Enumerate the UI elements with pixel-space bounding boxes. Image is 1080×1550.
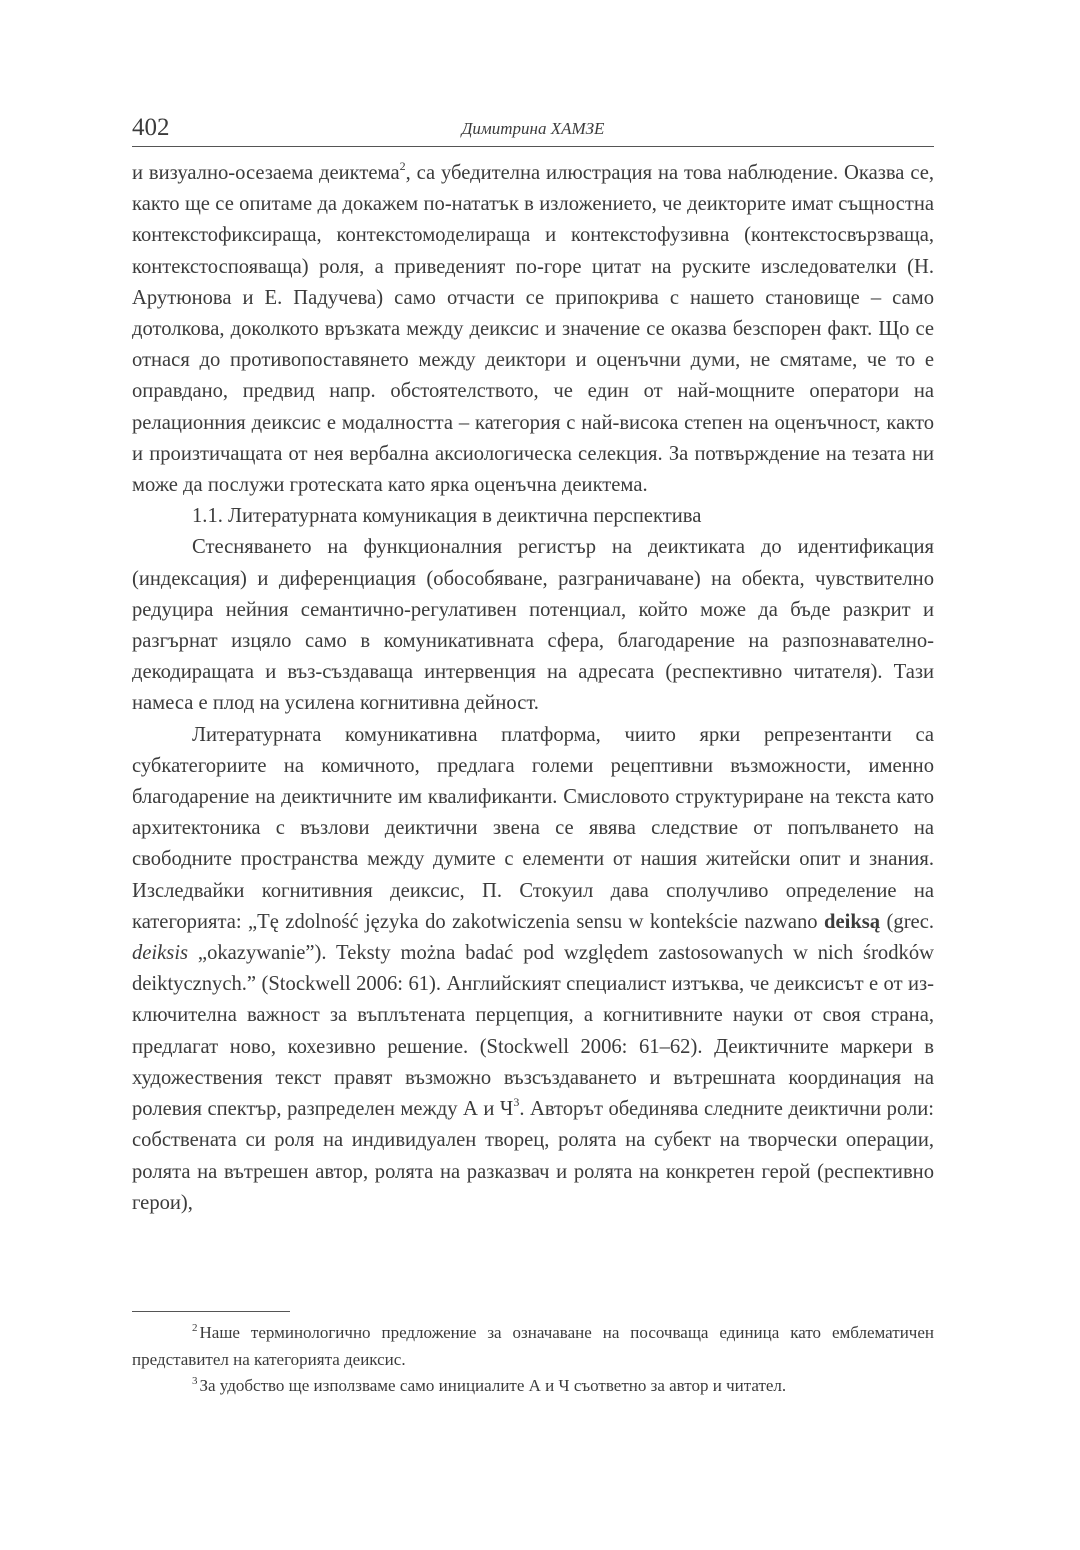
- bold-term: deiksą: [824, 910, 881, 933]
- paragraph-3-text-b: (grec.: [880, 910, 934, 933]
- footnote-2: [132, 1320, 934, 1373]
- paragraph-3-text-d: . Авторът обединява следните деиктични роли: собствената си роля на индивидуален творец, ролята на субект на творчески операции, ролята на вътрешен автор, ролята на разказвач и ролята на конкретен герой (респективно герои),: [132, 1098, 935, 1214]
- footnote-3-text: За удобство ще използваме само инициалите А и Ч съответно за автор и читател.: [199, 1376, 787, 1395]
- section-heading: 1.1. Литературната комуникация в деиктична перспектива: [192, 505, 702, 528]
- running-title: Димитрина ХАМЗЕ: [461, 119, 605, 138]
- footnote-ref-2: 2: [399, 159, 406, 173]
- main-text: [132, 158, 934, 1219]
- page-number: 402: [132, 114, 170, 141]
- paragraph-3-text-a: Литературната комуникативна платформа, чиито ярки репрезентанти са субкатегориите на комичното, предлага големи рецептивни възможности, именно благодарение на деиктичните им квалификанти. Смисловото структуриране на текста като архитектоника с възлови деиктични звена се явява следствие от попълването на свободните пространства между думите с елементи от нашия житейски опит и знания. Изследвайки когнитивния деиксис, П. Стокуил дава сполучливо определение на категорията: „Tę zdolność języka do zakotwiczenia sensu w kontekście nazwano: [132, 723, 934, 933]
- footnote-ref-3: 3: [513, 1095, 520, 1110]
- footnotes: [132, 1320, 934, 1400]
- footnote-divider: [132, 1311, 290, 1312]
- paragraph-1-text-a: и визуално-осезаема деиктема: [132, 162, 400, 184]
- italic-term: deiksis: [132, 942, 189, 965]
- footnote-2-number: 2: [192, 1322, 198, 1334]
- footnote-3: [132, 1373, 934, 1400]
- footnote-2-text: Наше терминологично предложение за означаване на посочваща единица като емблематичен представител на категорията деиксис.: [132, 1323, 934, 1369]
- paragraph-3-text-c: „okazywanie”). Teksty można badać pod względem zastosowanych w nich środków deiktycznych.” (Stockwell 2006: 61). Английският специалист изтъква, че деиксисът е от изключителна важност за въплътената перцепция, а когнитивните науки от своя страна, предлагат ново, кохезивно решение. (Stockwell 2006: 61–62). Деиктичните маркери в художествения текст правят възможно възсъздаването и вътрешната координация на ролевия спектър, разпределен между А и Ч: [132, 942, 934, 1121]
- paragraph-1-text-b: , са убедителна илюстрация на това наблюдение. Оказва се, както ще се опитаме да докажем по-нататък в изложението, че деикторите имат същностна контекстофиксираща, контекстомоделираща и контекстофузивна (контекстосвързваща, контекстоспояваща) роля, а приведеният по-горе цитат на руските изследователки (Н. Арутюнова и Е. Падучева) само отчасти се припокрива с нашето становище – само дотолкова, доколкото връзката между деиксис и значение се оказва безспорен факт. Що се отнася до противопоставянето между деиктори и оценъчни думи, не смятаме, че то е оправдано, предвид напр. обстоятелството, че един от най-мощните оператори на релационния деиксис е модалността – категория с най-висока степен на оценъчност, както и произтичащата от нея вербална аксиологическа селекция. За потвърждение на тезата ни може да послужи гротеската като ярка оценъчна деиктема.: [132, 162, 934, 497]
- footnote-3-number: 3: [192, 1375, 198, 1387]
- running-header: [132, 112, 934, 147]
- paragraph-2: Стесняването на функционалния регистър на деиктиката до идентификация (индексация) и диференциация (обособяване, разграничаване) на обекта, чувствително редуцира нейния семантично-регулативен потенциал, който може да бъде разкрит и разгърнат изцяло само в комуникативната сфера, благодарение на разпознавателно-декодиращата и въз-създаваща интервенция на адресата (респективно читателя). Тази намеса е плод на усилена когнитивна дейност.: [132, 536, 934, 715]
- paragraph-3: [132, 720, 934, 1219]
- paragraph-1: [132, 158, 934, 501]
